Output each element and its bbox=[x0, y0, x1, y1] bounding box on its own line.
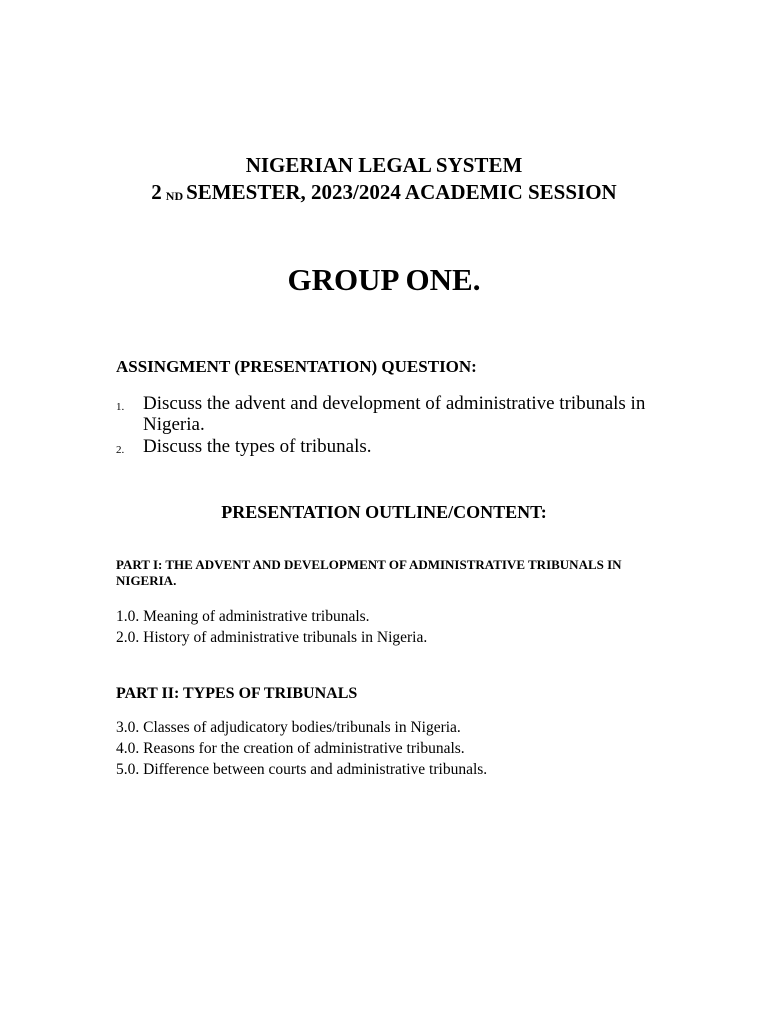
part-heading: PART II: TYPES OF TRIBUNALS bbox=[116, 685, 358, 702]
part-heading: PART I: THE ADVENT AND DEVELOPMENT OF ADMINISTRATIVE TRIBUNALS IN NIGERIA. bbox=[116, 557, 622, 588]
question-number: 2. bbox=[116, 444, 125, 456]
outline-heading: PRESENTATION OUTLINE/CONTENT: bbox=[221, 502, 547, 522]
question-number: 1. bbox=[116, 401, 125, 413]
semester-number: 2 bbox=[151, 180, 162, 204]
question-text: Discuss the advent and development of administrative tribunals in Nigeria. bbox=[143, 393, 646, 435]
outline-item: 2.0. History of administrative tribunals in Nigeria. bbox=[116, 629, 428, 646]
outline-item: 1.0. Meaning of administrative tribunals. bbox=[116, 608, 370, 625]
course-title: NIGERIAN LEGAL SYSTEM bbox=[245, 153, 523, 177]
outline-item: 4.0. Reasons for the creation of administrative tribunals. bbox=[116, 740, 465, 757]
group-title: GROUP ONE. bbox=[287, 262, 481, 297]
semester-rest: SEMESTER, 2023/2024 ACADEMIC SESSION bbox=[186, 180, 617, 204]
semester-suffix: ND bbox=[165, 189, 184, 203]
assignment-heading: ASSINGMENT (PRESENTATION) QUESTION: bbox=[116, 357, 477, 376]
outline-item: 3.0. Classes of adjudicatory bodies/tribunals in Nigeria. bbox=[116, 719, 461, 736]
semester-line bbox=[0, 180, 768, 205]
outline-item: 5.0. Difference between courts and administrative tribunals. bbox=[116, 761, 488, 778]
question-text: Discuss the types of tribunals. bbox=[143, 436, 372, 457]
